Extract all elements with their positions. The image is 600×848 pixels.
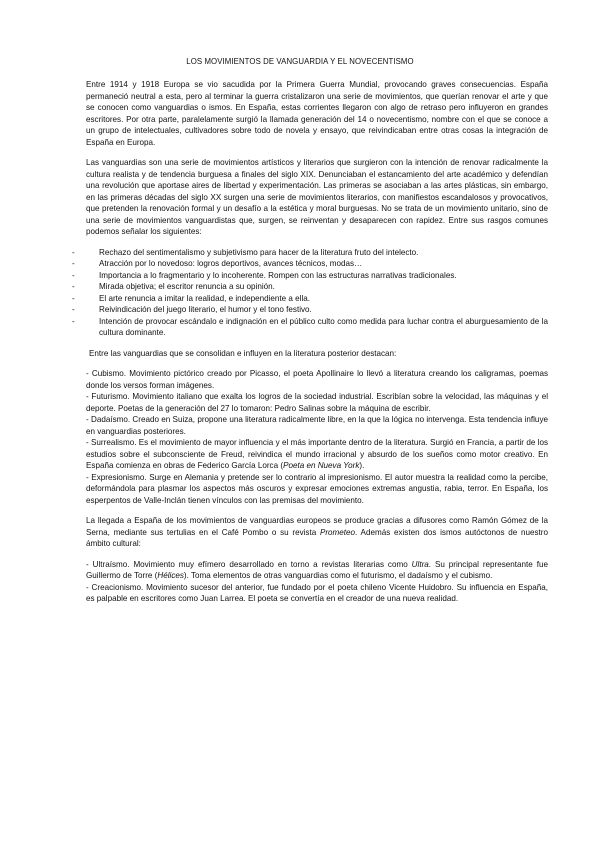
list-item: - Reivindicación del juego literario, el humor y el tono festivo.	[72, 305, 312, 314]
dadaismo-paragraph: - Dadaísmo. Creado en Suiza, propone una literatura radicalmente libre, en la que la lógica no intervenga. Esta tendencia influye en vanguardias posteriores.	[86, 415, 548, 436]
ultraismo-paragraph: - Ultraísmo. Movimiento muy efímero desarrollado en torno a revistas literarias como Ultra. Su principal representante fue Guillermo de Torre (Hélices). Toma elementos de otras vanguardias como el futurismo, el dadaísmo y el cubismo.	[86, 559, 548, 580]
destacan-paragraph: Entre las vanguardias que se consolidan e influyen en la literatura posterior destacan:	[89, 348, 397, 358]
bullet-marker: -	[72, 316, 75, 326]
bullet-marker: -	[72, 305, 75, 314]
list-item: - Importancia a lo fragmentario y lo incoherente. Rompen con las estructuras narrativas tradicionales.	[72, 270, 457, 280]
list-item: - Rechazo del sentimentalismo y subjetivismo para hacer de la literatura fruto del intelecto.	[72, 247, 419, 257]
expresionismo-paragraph: - Expresionismo. Surge en Alemania y pretende ser lo contrario al impresionismo. El autor muestra la realidad como la percibe, deformándola para plasmar los aspectos más oscuros y expresar emociones extremas angustia, rabia, terror. En España, los esperpentos de Valle-Inclán tienen vínculos con las premisas del movimiento.	[86, 472, 548, 505]
bullet-marker: -	[72, 282, 75, 291]
bullet-marker: -	[72, 293, 75, 303]
bullet-marker: -	[72, 270, 75, 280]
bullet-marker: -	[72, 259, 75, 268]
list-item: - Atracción por lo novedoso: logros deportivos, avances técnicos, modas…	[72, 259, 363, 268]
llegada-paragraph: La llegada a España de los movimientos de vanguardias europeos se produce gracias a difusores como Ramón Gómez de la Serna, mediante sus tertulias en el Café Pombo o su revista Prometeo. Además existen dos ismos autóctonos de nuestro ámbito cultural:	[86, 516, 548, 548]
page-title: LOS MOVIMIENTOS DE VANGUARDIA Y EL NOVECENTISMO	[186, 57, 414, 66]
intro-paragraph: Entre 1914 y 1918 Europa se vio sacudida por la Primera Guerra Mundial, provocando graves consecuencias. España permaneció neutral a esta, pero al terminar la guerra cristalizaron una serie de movimientos, que querían renovar el arte y que se conocen como vanguardias o ismos. En España, estas corrientes llegaron con algo de retraso pero influyeron en grandes escritores. Por otra parte, paralelamente surgió la llamada generación del 14 o novecentismo, nombre con el que se conoce a un grupo de intelectuales, cultivadores sobre todo de novela y ensayo, que reivindicaban entre otras cosas la integración de España en Europa.	[86, 80, 548, 147]
list-item: - Intención de provocar escándalo e indignación en el público culto como medida para luchar contra el aburguesamiento de la cultura dominante.	[72, 316, 548, 337]
rasgos-list	[72, 247, 548, 339]
list-item: - Mirada objetiva; el escritor renuncia a su opinión.	[72, 282, 275, 291]
revista-title: Prometeo	[319, 527, 356, 537]
creacionismo-paragraph: - Creacionismo. Movimiento sucesor del anterior, fue fundado por el poeta chileno Vicente Huidobro. Su influencia en España, es palpable en escritores como Juan Larrea. El poeta se convertía en el creador de una nueva realidad.	[86, 582, 548, 603]
futurismo-paragraph: - Futurismo. Movimiento italiano que exalta los logros de la sociedad industrial. Escribían sobre la velocidad, las máquinas y el deporte. Poetas de la generación del 27 lo tomaron: Pedro Salinas sobre la máquina de escribir.	[86, 392, 548, 413]
surrealismo-paragraph: - Surrealismo. Es el movimiento de mayor influencia y el más importante dentro de la literatura. Surgió en Francia, a partir de los estudios sobre el subconsciente de Freud, reivindica el mundo irracional y absurdo de los sueños como motor creativo. En España comienza en obras de Federico García Lorca (Poeta en Nueva York).	[86, 438, 548, 470]
revista-title: Ultra	[411, 559, 429, 569]
bullet-marker: -	[72, 247, 75, 257]
obra-title: Poeta en Nueva York	[283, 461, 360, 470]
document-body	[72, 79, 548, 605]
list-item: - El arte renuncia a imitar la realidad, e independiente a ella.	[72, 293, 311, 303]
vanguardias-paragraph: Las vanguardias son una serie de movimientos artísticos y literarios que surgieron con la intención de renovar radicalmente la cultura realista y de tendencia burguesa a finales del siglo XIX. Denunciaban el estancamiento del arte académico y defendían una revolución que aportase aires de libertad y experimentación. Las primeras se asociaban a las artes plásticas, sin embargo, en las primeras décadas del siglo XX surgen una serie de movimientos literarios, con manifiestos escandalosos y provocativos, que pretenden la renovación formal y un desafío a la estética y moral burguesas. No se trata de un movimiento unitario, sino de una serie de movimientos vanguardistas que, surgen, se reinventan y desaparecen con rapidez. Entre sus rasgos comunes podemos señalar los siguientes:	[86, 158, 548, 236]
obra-title: Hélices	[157, 571, 184, 580]
cubismo-paragraph: - Cubismo. Movimiento pictórico creado por Picasso, el poeta Apollinaire lo llevó a literatura creando los caligramas, poemas donde los versos forman imágenes.	[86, 369, 548, 390]
